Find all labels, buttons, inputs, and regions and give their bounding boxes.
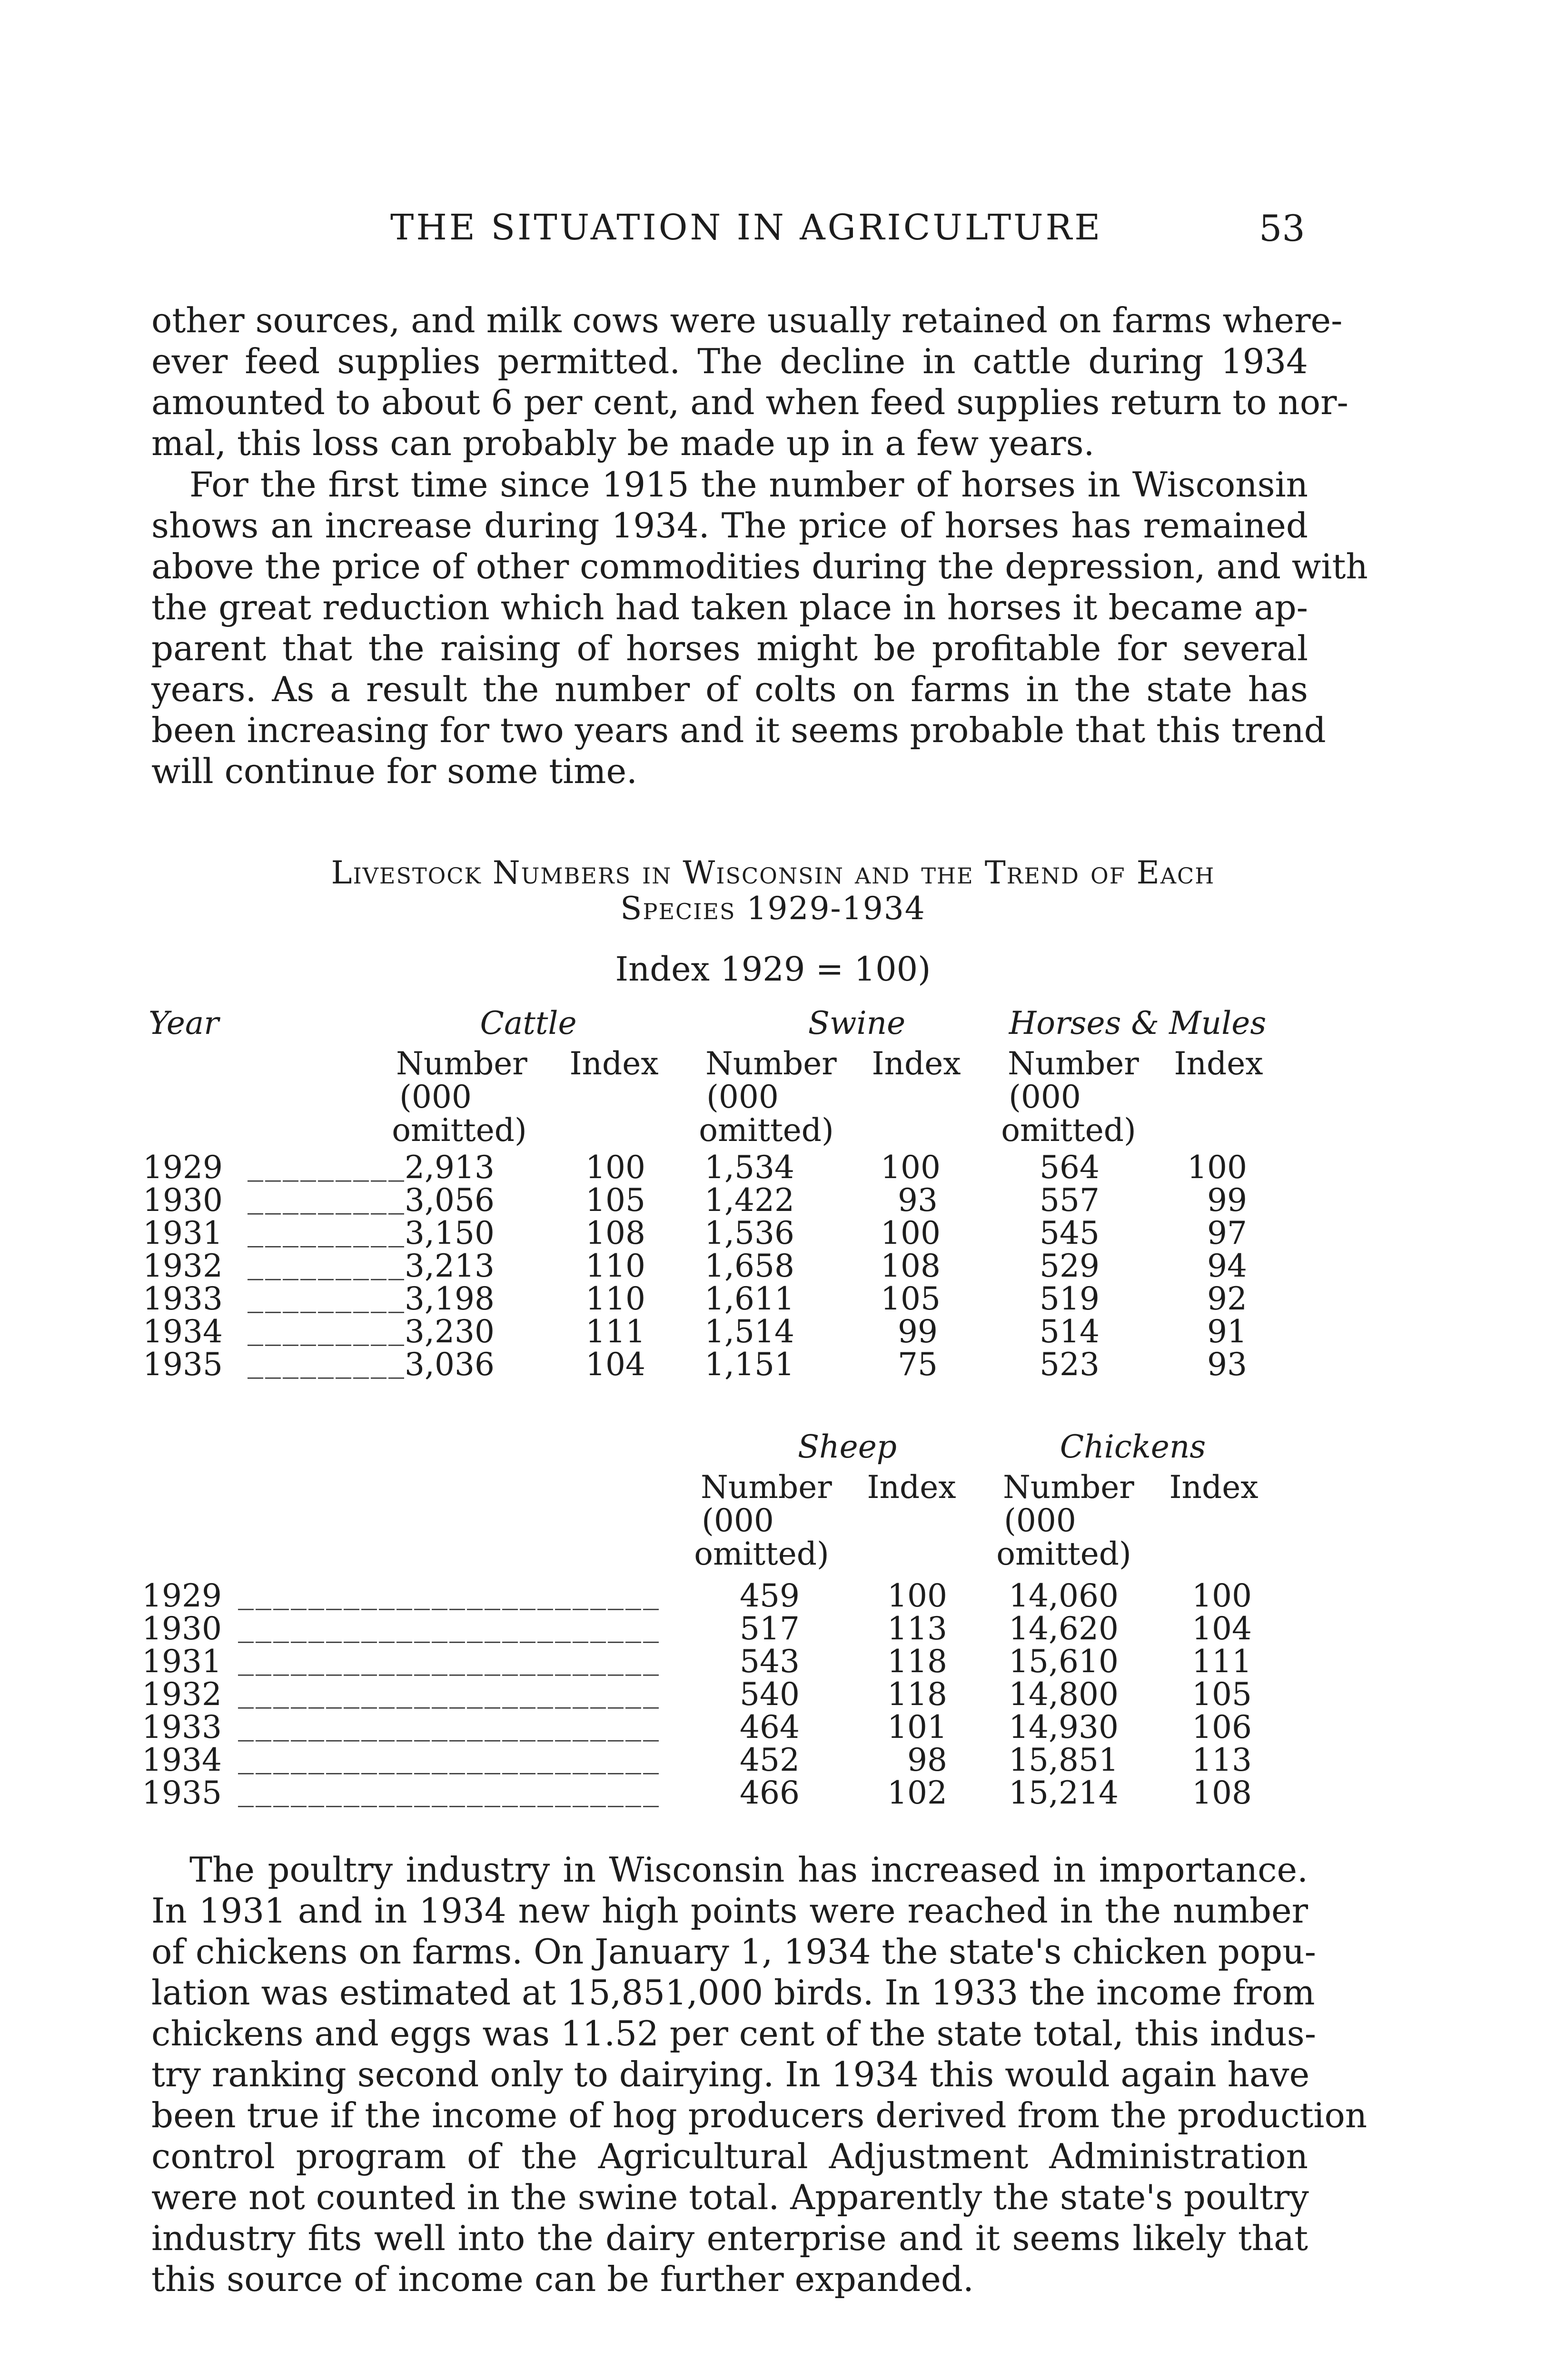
dot-leader: _________ xyxy=(248,1178,406,1215)
dot-leader: _________ xyxy=(248,1309,406,1346)
chickens-number-cell: 14,930 xyxy=(1009,1709,1119,1745)
row-year: 1932 xyxy=(143,1248,223,1284)
paragraph-line: control program of the Agricultural Adjustment Administration xyxy=(151,2136,1308,2176)
running-title: THE SITUATION IN AGRICULTURE xyxy=(390,207,1103,248)
swine-number-cell: 1,534 xyxy=(704,1149,794,1186)
row-year: 1931 xyxy=(143,1215,223,1251)
paragraph-line: industry fits well into the dairy enterprise and it seems likely that xyxy=(151,2218,1308,2258)
cattle-number-cell: 3,036 xyxy=(405,1346,495,1383)
cattle-index-cell: 111 xyxy=(585,1313,645,1350)
cattle-number-cell: 3,198 xyxy=(405,1280,495,1317)
row-year: 1935 xyxy=(143,1346,223,1383)
horses-index-cell: 91 xyxy=(1207,1313,1247,1350)
chickens-number-cell: 15,610 xyxy=(1009,1643,1119,1680)
paragraph-line: other sources, and milk cows were usually retained on farms where- xyxy=(151,300,1343,340)
cattle-index-cell: 100 xyxy=(585,1149,645,1186)
paragraph-line: been increasing for two years and it seems probable that this trend xyxy=(151,710,1326,750)
row-year: 1935 xyxy=(142,1775,222,1811)
table-caption-line1: Livestock Numbers in Wisconsin and the Trend of Each xyxy=(331,854,1215,891)
row-year: 1929 xyxy=(143,1149,223,1186)
swine-number-cell: 1,658 xyxy=(704,1248,794,1284)
swine-number-cell: 1,514 xyxy=(704,1313,794,1350)
row-year: 1930 xyxy=(143,1182,223,1219)
dot-leader: _________ xyxy=(248,1342,406,1379)
paragraph-line: parent that the raising of horses might be profitable for several xyxy=(151,628,1308,668)
paragraph-line: been true if the income of hog producers derived from the production xyxy=(151,2095,1368,2135)
sheep-group-header: Sheep xyxy=(797,1428,897,1465)
horses-index-cell: 99 xyxy=(1207,1182,1247,1219)
dot-leader: _________ xyxy=(248,1244,406,1280)
dot-leader: ________________________ xyxy=(238,1606,661,1643)
horses-number-cell: 529 xyxy=(1040,1248,1100,1284)
page-header xyxy=(0,207,1546,259)
sheep-number-cell: 452 xyxy=(740,1742,800,1778)
dot-leader: ________________________ xyxy=(238,1705,661,1742)
page-number: 53 xyxy=(1259,207,1305,249)
horses-number-cell: 557 xyxy=(1040,1182,1100,1219)
swine-number-cell: 1,422 xyxy=(704,1182,794,1219)
cattle-index-label: Index xyxy=(569,1045,659,1082)
year-column-header: Year xyxy=(149,1005,219,1041)
horses-index-cell: 97 xyxy=(1207,1215,1247,1251)
horses-number-cell: 514 xyxy=(1040,1313,1100,1350)
cattle-index-cell: 105 xyxy=(585,1182,645,1219)
cattle-unit-line2: omitted) xyxy=(392,1112,527,1149)
paragraph-line: the great reduction which had taken place in horses it became ap- xyxy=(151,587,1308,627)
sheep-unit-line1: (000 xyxy=(702,1502,774,1539)
swine-index-cell: 100 xyxy=(881,1149,941,1186)
cattle-index-cell: 108 xyxy=(585,1215,645,1251)
chickens-index-cell: 100 xyxy=(1192,1577,1252,1614)
paragraph-line: lation was estimated at 15,851,000 birds. In 1933 the income from xyxy=(151,1973,1315,2013)
sheep-index-cell: 118 xyxy=(887,1643,947,1680)
chickens-index-cell: 111 xyxy=(1192,1643,1252,1680)
dot-leader: ________________________ xyxy=(238,1574,661,1610)
paragraph-line: mal, this loss can probably be made up in a few years. xyxy=(151,423,1095,463)
swine-group-header: Swine xyxy=(808,1005,906,1041)
swine-index-label: Index xyxy=(872,1045,961,1082)
paragraph-line: try ranking second only to dairying. In 1934 this would again have xyxy=(151,2054,1310,2094)
swine-number-label: Number xyxy=(705,1045,837,1082)
dot-leader: ________________________ xyxy=(238,1771,661,1807)
paragraph-cattle xyxy=(151,300,1348,464)
swine-number-cell: 1,611 xyxy=(704,1280,794,1317)
cattle-number-cell: 3,150 xyxy=(405,1215,495,1251)
dot-leader: ________________________ xyxy=(238,1639,661,1676)
paragraph-line: of chickens on farms. On January 1, 1934 the state's chicken popu- xyxy=(151,1932,1316,1972)
sheep-index-label: Index xyxy=(867,1469,956,1506)
swine-index-cell: 100 xyxy=(881,1215,941,1251)
sheep-number-cell: 517 xyxy=(740,1610,800,1647)
chickens-index-cell: 104 xyxy=(1192,1610,1252,1647)
sheep-index-cell: 101 xyxy=(887,1709,947,1745)
dot-leader: _________ xyxy=(248,1145,406,1182)
row-year: 1930 xyxy=(142,1610,222,1647)
sheep-index-cell: 118 xyxy=(887,1676,947,1713)
swine-unit-line2: omitted) xyxy=(699,1112,834,1149)
dot-leader: ________________________ xyxy=(238,1672,661,1709)
table-caption-line3: Index 1929 = 100) xyxy=(615,950,931,989)
chickens-unit-line1: (000 xyxy=(1004,1502,1076,1539)
row-year: 1931 xyxy=(142,1643,222,1680)
swine-index-cell: 105 xyxy=(881,1280,941,1317)
table-caption-line2: Species 1929-1934 xyxy=(620,890,926,927)
cattle-index-cell: 110 xyxy=(585,1280,645,1317)
sheep-number-label: Number xyxy=(701,1469,832,1506)
horses-unit-line2: omitted) xyxy=(1001,1112,1136,1149)
cattle-number-label: Number xyxy=(396,1045,527,1082)
horses-number-cell: 519 xyxy=(1040,1280,1100,1317)
chickens-number-cell: 14,060 xyxy=(1009,1577,1119,1614)
chickens-index-cell: 108 xyxy=(1192,1775,1252,1811)
horses-index-cell: 92 xyxy=(1207,1280,1247,1317)
cattle-number-cell: 3,230 xyxy=(405,1313,495,1350)
chickens-number-cell: 14,620 xyxy=(1009,1610,1119,1647)
paragraph-line: amounted to about 6 per cent, and when feed supplies return to nor- xyxy=(151,382,1348,422)
paragraph-horses xyxy=(151,464,1368,792)
horses-number-cell: 564 xyxy=(1040,1149,1100,1186)
paragraph-line: this source of income can be further expanded. xyxy=(151,2259,974,2299)
horses-number-cell: 545 xyxy=(1040,1215,1100,1251)
sheep-index-cell: 113 xyxy=(887,1610,947,1647)
cattle-index-cell: 110 xyxy=(585,1248,645,1284)
horses-group-header: Horses & Mules xyxy=(1009,1005,1267,1041)
dot-leader: _________ xyxy=(248,1211,406,1248)
sheep-number-cell: 459 xyxy=(740,1577,800,1614)
cattle-number-cell: 3,056 xyxy=(405,1182,495,1219)
row-year: 1933 xyxy=(143,1280,223,1317)
horses-number-label: Number xyxy=(1008,1045,1139,1082)
cattle-index-cell: 104 xyxy=(585,1346,645,1383)
chickens-group-header: Chickens xyxy=(1060,1428,1206,1465)
paragraph-line: ever feed supplies permitted. The decline in cattle during 1934 xyxy=(151,341,1308,381)
chickens-number-label: Number xyxy=(1003,1469,1134,1506)
paragraph-line: shows an increase during 1934. The price of horses has remained xyxy=(151,506,1308,545)
paragraph-line: above the price of other commodities during the depression, and with xyxy=(151,546,1368,586)
swine-unit-line1: (000 xyxy=(706,1079,779,1115)
sheep-number-cell: 540 xyxy=(740,1676,800,1713)
row-year: 1929 xyxy=(142,1577,222,1614)
paragraph-line: In 1931 and in 1934 new high points were reached in the number xyxy=(151,1891,1308,1931)
sheep-index-cell: 100 xyxy=(887,1577,947,1614)
chickens-number-cell: 15,851 xyxy=(1009,1742,1119,1778)
cattle-number-cell: 3,213 xyxy=(405,1248,495,1284)
swine-number-cell: 1,536 xyxy=(704,1215,794,1251)
sheep-number-cell: 464 xyxy=(740,1709,800,1745)
horses-index-cell: 93 xyxy=(1207,1346,1247,1383)
row-year: 1934 xyxy=(143,1313,223,1350)
chickens-number-cell: 15,214 xyxy=(1009,1775,1119,1811)
horses-index-label: Index xyxy=(1174,1045,1263,1082)
paragraph-line: were not counted in the swine total. Apparently the state's poultry xyxy=(151,2177,1309,2217)
chickens-unit-line2: omitted) xyxy=(996,1536,1131,1572)
row-year: 1933 xyxy=(142,1709,222,1745)
cattle-unit-line1: (000 xyxy=(399,1079,472,1115)
paragraph-line: will continue for some time. xyxy=(151,751,637,791)
row-year: 1932 xyxy=(142,1676,222,1713)
cattle-number-cell: 2,913 xyxy=(405,1149,495,1186)
dot-leader: _________ xyxy=(248,1277,406,1313)
chickens-index-cell: 113 xyxy=(1192,1742,1252,1778)
paragraph-line: The poultry industry in Wisconsin has increased in importance. xyxy=(189,1850,1308,1890)
sheep-index-cell: 102 xyxy=(887,1775,947,1811)
swine-index-cell: 75 xyxy=(898,1346,938,1383)
horses-number-cell: 523 xyxy=(1040,1346,1100,1383)
sheep-number-cell: 543 xyxy=(740,1643,800,1680)
sheep-number-cell: 466 xyxy=(740,1775,800,1811)
chickens-index-cell: 105 xyxy=(1192,1676,1252,1713)
horses-unit-line1: (000 xyxy=(1009,1079,1081,1115)
row-year: 1934 xyxy=(142,1742,222,1778)
horses-index-cell: 94 xyxy=(1207,1248,1247,1284)
paragraph-poultry xyxy=(151,1849,1368,2300)
sheep-index-cell: 98 xyxy=(907,1742,947,1778)
swine-index-cell: 93 xyxy=(898,1182,938,1219)
chickens-index-label: Index xyxy=(1169,1469,1259,1506)
paragraph-line: years. As a result the number of colts on farms in the state has xyxy=(151,669,1308,709)
chickens-number-cell: 14,800 xyxy=(1009,1676,1119,1713)
chickens-index-cell: 106 xyxy=(1192,1709,1252,1745)
paragraph-line: For the first time since 1915 the number of horses in Wisconsin xyxy=(189,465,1308,505)
swine-index-cell: 108 xyxy=(881,1248,941,1284)
swine-number-cell: 1,151 xyxy=(704,1346,794,1383)
swine-index-cell: 99 xyxy=(898,1313,938,1350)
paragraph-line: chickens and eggs was 11.52 per cent of the state total, this indus- xyxy=(151,2013,1317,2053)
cattle-group-header: Cattle xyxy=(480,1005,577,1041)
dot-leader: ________________________ xyxy=(238,1738,661,1775)
sheep-unit-line2: omitted) xyxy=(694,1536,829,1572)
horses-index-cell: 100 xyxy=(1187,1149,1247,1186)
